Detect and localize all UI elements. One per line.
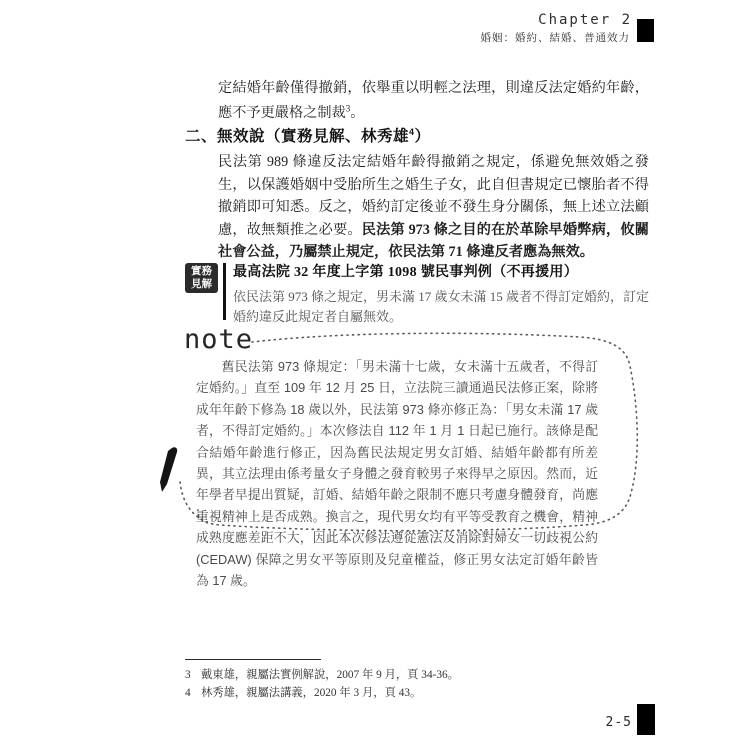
case-body: 依民法第 973 條之規定，男未滿 17 歲女未滿 15 歲者不得訂定婚約，訂定婚約違反此規定者自屬無效。 [233,289,650,324]
note-text: 舊民法第 973 條規定：「男未滿十七歲，女未滿十五歲者，不得訂定婚約。」直至 109 年 12 月 25 日，立法院三讀通過民法修正案，除將成年年齡下修為 18 歲以外，民法第 973 條亦修正為：「男女未滿 17 歲者，不得訂定婚約。」本次修法自 112 年 1 月 1 日起已施行。該條是配合結婚年齡進行修正，因為舊民法規定男女訂婚、結婚年齡都有所差異，其立法理由係考量女子身體之發育較男子來得早之原因。然而，近年學者早提出質疑，訂婚、結婚年齡之限制不應只考慮身體發育，尚應重視精神上是否成熟。換言之，現代男女均有平等受教育之機會，精神成熟度應差距不大，因此本次修法遵從憲法及消除對婦女一切歧視公約 (CEDAW) 保障之男女平等原則及兒童權益，修正男女法定訂婚年齡皆為 17 歲。 [196,359,598,589]
section-paragraph [218,151,649,264]
footnote-row [185,666,625,684]
pen-icon [156,446,182,496]
footnote-text: 戴東雄，親屬法實例解說，2007 年 9 月，頁 34-36。 [201,669,459,681]
intro-period: 。 [350,104,365,121]
chapter-subtitle: 婚姻：婚約、結婚、普通效力 [480,32,630,44]
practice-badge-line2: 見解 [191,278,212,290]
footnote-number: 4 [185,687,191,699]
paragraph-normal-text: 民法第 989 條違反法定結婚年齡得撤銷之規定，係避免無效婚之發生，以保護婚姻中受胎所生之婚生子女，此自但書規定已懷胎者不得撤銷即可知悉。反之，婚約訂定後並不發生身分關係，無上述立法顧慮，故無類推之必要。 [218,154,649,238]
footnote-row [185,684,625,702]
section-heading-text: 二、無效說（實務見解、林秀雄 [185,128,410,145]
footnote-divider [185,659,321,660]
footnote-ref-4: 4 [409,126,415,137]
footnotes [185,666,625,702]
chapter-title: Chapter 2 [538,12,632,28]
practice-content [233,261,649,326]
footnote-number: 3 [185,669,191,681]
practice-divider-bar [223,263,226,320]
case-title: 最高法院 32 年度上字第 1098 號民事判例（不再援用） [233,265,578,280]
page-number: 2-5 [605,715,632,730]
practice-badge-line1: 實務 [191,265,212,277]
note-label: note [184,324,254,355]
footnote-text: 林秀雄，親屬法講義，2020 年 3 月，頁 43。 [201,687,422,699]
section-heading [185,124,431,146]
footer-tab-square [637,704,655,735]
intro-text: 定結婚年齡僅得撤銷，依舉重以明輕之法理，則違反法定婚約年齡，應不予更嚴格之制裁 [218,80,649,121]
footnote-ref-3: 3 [345,102,351,113]
header-tab-square [637,19,654,42]
section-heading-close: ） [414,128,431,145]
intro-paragraph [218,76,649,125]
practice-badge [185,263,218,293]
paragraph-bold-text: 民法第 973 條之目的在於革除早婚弊病，攸關社會公益，乃屬禁止規定，依民法第 71 條違反者應為無效。 [218,221,649,261]
